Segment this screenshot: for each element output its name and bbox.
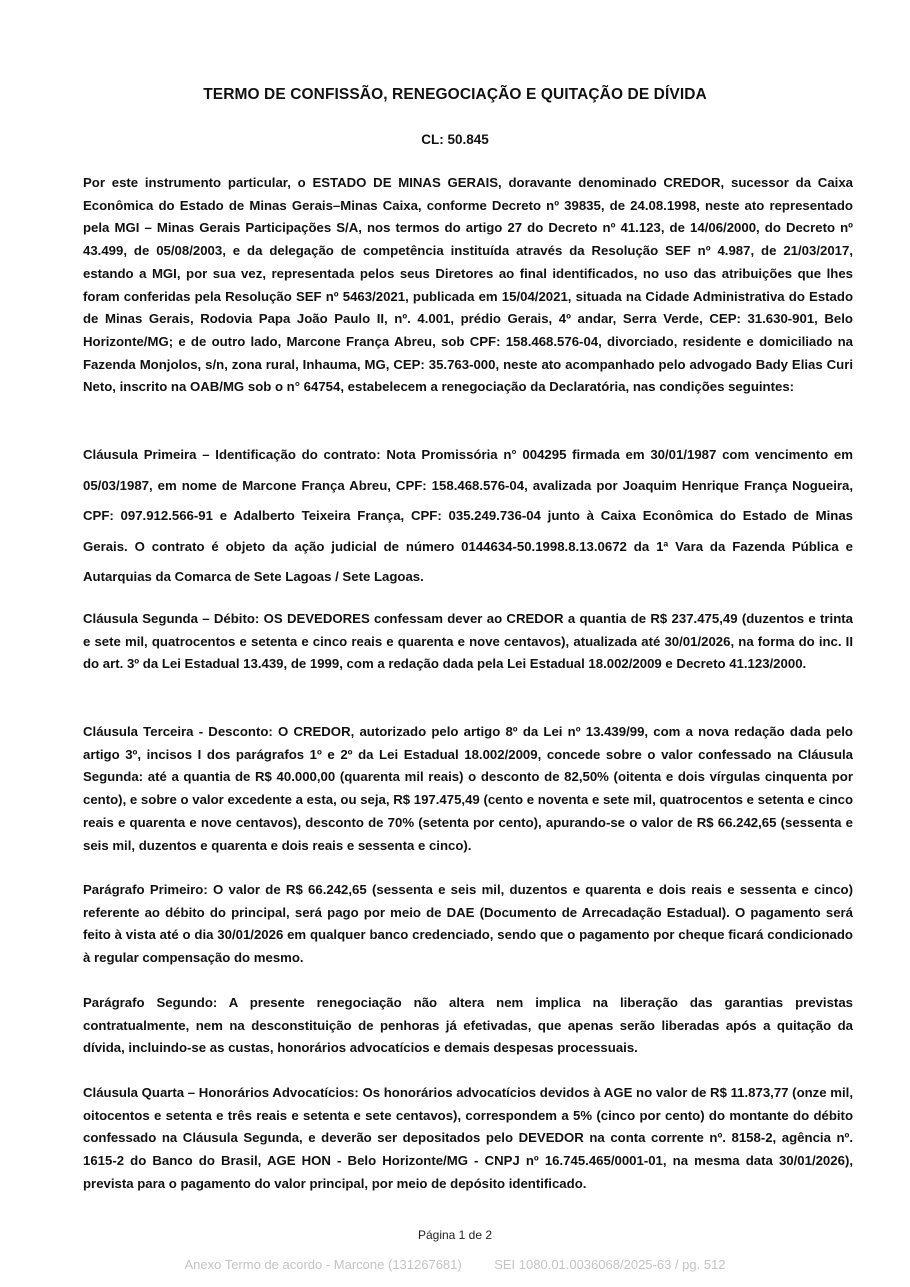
clausula-primeira: Cláusula Primeira – Identificação do contrato: Nota Promissória n° 004295 firmada em 30/01/1987 com vencimento em 05/03/1987, em nome de Marcone França Abreu, CPF: 158.468.576-04, avalizada por Joaquim Henrique França Nogueira, CPF: 097.912.566-91 e Adalberto Teixeira França, CPF: 035.249.736-04 junto à Caixa Econômica do Estado de Minas Gerais. O contrato é objeto da ação judicial de número 0144634-50.1998.8.13.0672 da 1ª Vara da Fazenda Pública e Autarquias da Comarca de Sete Lagoas / Sete Lagoas. — [83, 447, 853, 584]
paragrafo-primeiro: Parágrafo Primeiro: O valor de R$ 66.242,65 (sessenta e seis mil, duzentos e quarenta e dois reais e sessenta e cinco) referente ao débito do principal, será pago por meio de DAE (Documento de Arrecadação Estadual). O pagamento será feito à vista até o dia 30/01/2026 em qualquer banco credenciado, sendo que o pagamento por cheque ficará condicionado à regular compensação do mesmo. — [83, 882, 853, 966]
clausula-segunda: Cláusula Segunda – Débito: OS DEVEDORES confessam dever ao CREDOR a quantia de R$ 237.475,49 (duzentos e trinta e sete mil, quatrocentos e setenta e cinco reais e quarenta e nove centavos), atualizada até 30/01/2026, na forma do inc. II do art. 3º da Lei Estadual 13.439, de 1999, com a redação dada pela Lei Estadual 18.002/2009 e Decreto 41.123/2000. — [83, 611, 853, 672]
cl-number: CL: 50.845 — [421, 132, 489, 147]
clausula-quarta: Cláusula Quarta – Honorários Advocatícios: Os honorários advocatícios devidos à AGE no valor de R$ 11.873,77 (onze mil, oitocentos e setenta e três reais e setenta e sete centavos), correspondem a 5% (cinco por cento) do montante do débito confessado na Cláusula Segunda, e deverão ser depositados pelo DEVEDOR na conta corrente nº. 8158-2, agência nº. 1615-2 do Banco do Brasil, AGE HON - Belo Horizonte/MG - CNPJ nº 16.745.465/0001-01, na mesma data 30/01/2026), prevista para o pagamento do valor principal, por meio de depósito identificado. — [83, 1085, 853, 1191]
clausula-terceira: Cláusula Terceira - Desconto: O CREDOR, autorizado pelo artigo 8º da Lei nº 13.439/99, com a nova redação dada pelo artigo 3º, incisos I dos parágrafos 1º e 2º da Lei Estadual 18.002/2009, concede sobre o valor confessado na Cláusula Segunda: até a quantia de R$ 40.000,00 (quarenta mil reais) o desconto de 82,50% (oitenta e dois vírgulas cinquenta por cento), e sobre o valor excedente a esta, ou seja, R$ 197.475,49 (cento e noventa e sete mil, quatrocentos e setenta e cinco reais e quarenta e nove centavos), desconto de 70% (setenta por cento), apurando-se o valor de R$ 66.242,65 (sessenta e seis mil, duzentos e quarenta e dois reais e sessenta e cinco). — [83, 724, 853, 853]
document-title: TERMO DE CONFISSÃO, RENEGOCIAÇÃO E QUITAÇÃO DE DÍVIDA — [203, 86, 707, 103]
intro-paragraph: Por este instrumento particular, o ESTADO DE MINAS GERAIS, doravante denominado CREDOR, sucessor da Caixa Econômica do Estado de Minas Gerais–Minas Caixa, conforme Decreto nº 39835, de 24.08.1998, neste ato representado pela MGI – Minas Gerais Participações S/A, nos termos do artigo 27 do Decreto nº 41.123, de 14/06/2000, do Decreto nº 43.499, de 05/08/2003, e da delegação de competência instituída através da Resolução SEF nº 4.987, de 21/03/2017, estando a MGI, por sua vez, representada pelos seus Diretores ao final identificados, no uso das atribuições que lhes foram conferidas pela Resolução SEF nº 5463/2021, publicada em 15/04/2021, situada na Cidade Administrativa do Estado de Minas Gerais, Rodovia Papa João Paulo II, nº. 4.001, prédio Gerais, 4º andar, Serra Verde, CEP: 31.630-901, Belo Horizonte/MG; e de outro lado, Marcone França Abreu, sob CPF: 158.468.576-04, divorciado, residente e domiciliado na Fazenda Monjolos, s/n, zona rural, Inhauma, MG, CEP: 35.763-000, neste ato acompanhado pelo advogado Bady Elias Curi Neto, inscrito na OAB/MG sob o n° 64754, estabelecem a renegociação da Declaratória, nas condições seguintes: — [83, 175, 853, 395]
paragrafo-segundo: Parágrafo Segundo: A presente renegociação não altera nem implica na liberação das garantias previstas contratualmente, nem na desconstituição de penhoras já efetivadas, que apenas serão liberadas após a quitação da dívida, incluindo-se as custas, honorários advocatícios e demais despesas processuais. — [83, 995, 853, 1056]
page-number: Página 1 de 2 — [417, 1228, 493, 1242]
annex-footer: Anexo Termo de acordo - Marcone (131267681) SEI 1080.01.0036068/2025-63 / pg. 512 — [184, 1257, 726, 1272]
